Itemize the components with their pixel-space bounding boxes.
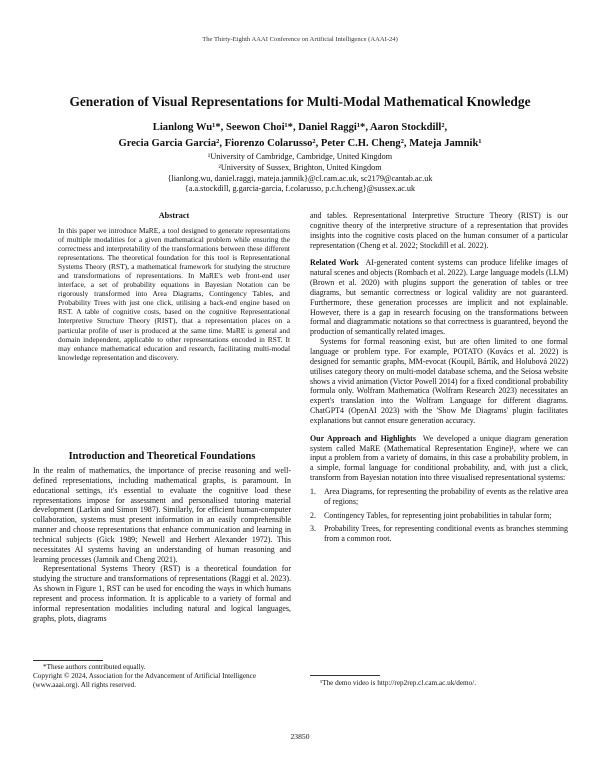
list-item: 1. Area Diagrams, for representing the probability of events as the relative area of regions; bbox=[310, 486, 568, 506]
approach-text: We developed a unique diagram generation system called MaRE (Mathematical Representation Engine)¹, where we can input a problem from a variety of domains, in this case a probability problem, in a simple, formal language for conditional probability, and, with just a click, transform from Bayesian notation into three visualised representational systems: bbox=[310, 433, 568, 483]
emails-1: {lianlong.wu, daniel.raggi, mateja.jamnik}@cl.cam.ac.uk, sc2179@cantab.ac.uk bbox=[167, 173, 433, 183]
authors-line-2: Grecia Garcia Garcia², Fiorenzo Colarusso², Peter C.H. Cheng², Mateja Jamnik¹ bbox=[118, 138, 482, 149]
affiliations bbox=[60, 152, 540, 195]
author-list bbox=[40, 120, 560, 152]
abstract-heading: Abstract bbox=[158, 211, 190, 220]
systems-paragraph: Systems for formal reasoning exist, but are often limited to one formal language or problem type. For example, POTATO (Kovács et al. 2022) is designed for semantic graphs, MM-evocat (Koupil, Bártík, and Holubová 2022) utilises category theory on multi-model database schema, and the Seiosa website shows a vivid animation (Victor Powell 2014) for a fixed conditional probability formula only. Wolfram Mathematica (Wolfram Research 2023) necessitates an expert's translation into the Wolfram Language for different diagrams. ChatGPT4 (OpenAI 2023) with the 'Show Me Diagrams' plugin facilitates explanations but cannot ensure generation accuracy. bbox=[310, 337, 568, 425]
related-work-heading: Related Work bbox=[310, 258, 359, 268]
approach-paragraph bbox=[310, 434, 568, 483]
demo-video-footnote: ¹The demo video is http://rep2rep.cl.cam.ac.uk/demo/. bbox=[320, 679, 477, 687]
representation-list bbox=[310, 487, 568, 544]
approach-heading: Our Approach and Highlights bbox=[310, 433, 416, 443]
paper-title: Generation of Visual Representations for Multi-Modal Mathematical Knowledge bbox=[69, 94, 531, 109]
rist-paragraph: and tables. Representational Interpretive Structure Theory (RIST) is our cognitive theory of the interpretive structure of a representation that provides insights into the cognitive costs placed on the human consumer of a particular representation (Cheng et al. 2022; Stockdill et al. 2022). bbox=[310, 211, 568, 250]
conference-header: The Thirty-Eighth AAAI Conference on Artificial Intelligence (AAAI-24) bbox=[202, 36, 398, 43]
affiliation-1: ¹University of Cambridge, Cambridge, United Kingdom bbox=[207, 152, 393, 161]
footnote-equal-contribution: *These authors contributed equally. bbox=[43, 663, 146, 671]
intro-heading: Introduction and Theoretical Foundations bbox=[68, 451, 256, 462]
right-footnote-divider bbox=[310, 675, 380, 676]
list-item: 3. Probability Trees, for representing conditional events as branches stemming from a common root. bbox=[310, 524, 568, 544]
right-column bbox=[310, 211, 568, 548]
related-work-text: AI-generated content systems can produce lifelike images of natural scenes and objects (Rombach et al. 2022). Large language models (LLM) (Brown et al. 2020) with plugins support the generation of tables or tree diagrams, but semantic correctness or logical validity are not guaranteed. Furthermore, these generation processes are implicit and not explainable. However, there is a gap in research focusing on the transformations between formal and diagrammatic notations so that correctness is guaranteed, beyond the production of semantically related images. bbox=[310, 258, 568, 337]
intro-paragraph-1: In the realm of mathematics, the importance of precise reasoning and well-defined representations, including mathematical graphs, is paramount. In educational settings, it's essential to evaluate the cognitive load these representations impose for assessment and personalised tutoring material development (Larkin and Simon 1987). Similarly, for efficient human-computer collaboration, systems must present information in an easily comprehensible manner and choose representations that enhance communication and learning in technical subjects (Gick 1989; Newell and Herbert Alexander 1972). This necessitates AI systems having an understanding of human reasoning and learning processes (Jamnik and Cheng 2021). bbox=[33, 466, 291, 564]
abstract-text: In this paper we introduce MaRE, a tool designed to generate representations of multiple modalities for a given mathematical problem while ensuring the correctness and interpretability of the transformations between these different representations. The theoretical foundation for this tool is Representational Systems Theory (RST), a mathematical framework for studying the structure and transformations of representations. In MaRE's web front-end user interface, a set of probability equations in Bayesian Notation can be rigorously transformed into Area Diagrams, Contingency Tables, and Probability Trees with just one click, utilising a back-end engine based on RST. A table of cognitive costs, based on the cognitive Representational Interpretive Structure Theory (RIST), that a representation places on a particular profile of user is produced at the same time. MaRE is general and domain independent, applicable to other representations encoded in RST. It may enhance mathematical education and research, facilitating multi-modal knowledge representation and discovery. bbox=[58, 226, 290, 362]
list-item: 2. Contingency Tables, for representing joint probabilities in tabular form; bbox=[310, 510, 552, 520]
footnote-divider bbox=[33, 660, 103, 661]
related-work-paragraph bbox=[310, 258, 568, 337]
intro-body bbox=[33, 466, 291, 624]
footnotes-left bbox=[33, 663, 291, 690]
intro-paragraph-2: Representational Systems Theory (RST) is a theoretical foundation for studying the structure and transformations of representations (Raggi et al. 2023). As shown in Figure 1, RST can be used for encoding the ways in which humans represent and process information. It is applicable to a variety of formal and informal representation modalities including natural and logical languages, graphs, plots, diagrams bbox=[33, 564, 291, 623]
authors-line-1: Lianlong Wu¹*, Seewon Choi¹*, Daniel Raggi¹*, Aaron Stockdill², bbox=[152, 122, 448, 133]
copyright-notice: Copyright © 2024, Association for the Advancement of Artificial Intelligence (www.aaai.org). All rights reserved. bbox=[33, 672, 257, 689]
emails-2: {a.a.stockdill, g.garcia-garcia, f.colarusso, p.c.h.cheng}@sussex.ac.uk bbox=[184, 184, 416, 194]
page-number: 23850 bbox=[290, 732, 310, 741]
affiliation-2: ²University of Sussex, Brighton, United Kingdom bbox=[218, 162, 382, 172]
